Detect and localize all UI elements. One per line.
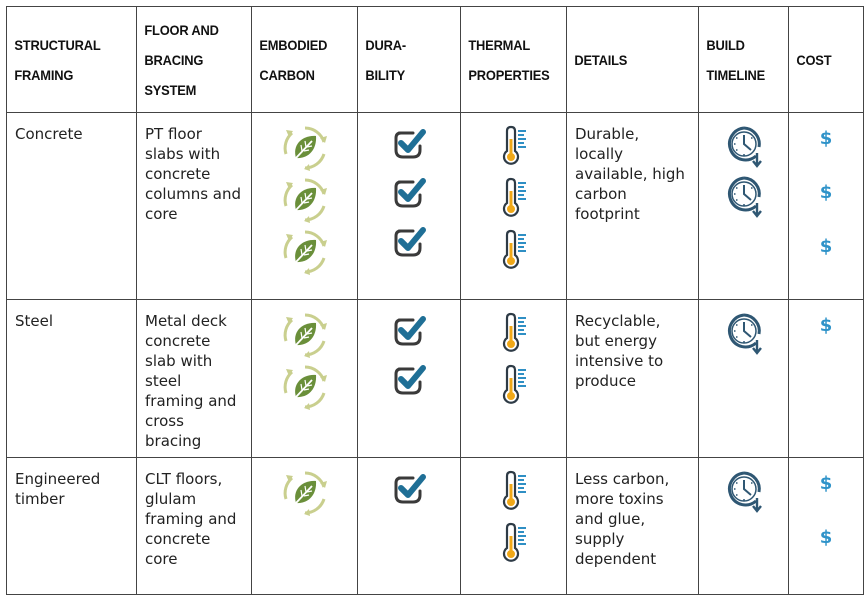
dollar-icon: $ (819, 128, 833, 149)
header-embodied-carbon (252, 7, 358, 113)
header-label: COST (796, 51, 832, 68)
timeline-cell (699, 458, 789, 595)
header-build-timeline (699, 7, 789, 113)
floor-text: PT floor slabs with concrete columns and core (145, 125, 242, 223)
cost-rating (789, 300, 863, 364)
floor-cell (137, 113, 252, 300)
clock-icon (726, 470, 762, 514)
framing-text: Concrete (15, 125, 83, 143)
recycle-leaf-icon (280, 468, 330, 518)
recycle-leaf-icon (280, 227, 330, 277)
thermal-cell (461, 113, 567, 300)
dollar-icon: $ (819, 182, 833, 203)
timeline-rating (699, 300, 788, 360)
cost-rating (789, 458, 863, 576)
recycle-leaf-icon (280, 175, 330, 225)
thermometer-icon (499, 312, 529, 354)
cost-cell (789, 300, 864, 458)
header-row (7, 7, 864, 113)
durability-rating (358, 300, 460, 408)
thermometer-icon (499, 364, 529, 406)
checkbox-check-icon (391, 126, 427, 162)
cost-cell (789, 113, 864, 300)
dollar-icon: $ (819, 527, 833, 548)
header-floor-bracing (137, 7, 252, 113)
thermal-rating (461, 458, 566, 572)
carbon-rating (252, 300, 357, 414)
thermometer-icon (499, 229, 529, 271)
header-thermal-properties (461, 7, 567, 113)
table-row (7, 300, 864, 458)
checkbox-check-icon (391, 471, 427, 507)
framing-cell (7, 458, 137, 595)
details-cell (567, 458, 699, 595)
framing-comparison-table (6, 6, 864, 595)
recycle-leaf-icon (280, 362, 330, 412)
timeline-rating (699, 458, 788, 518)
checkbox-check-icon (391, 175, 427, 211)
table-row (7, 113, 864, 300)
durability-rating (358, 458, 460, 517)
dollar-icon: $ (819, 315, 833, 336)
header-label: DETAILS (574, 51, 628, 68)
header-label: THERMAL PROPERTIES (468, 36, 550, 83)
thermal-rating (461, 300, 566, 414)
timeline-rating (699, 113, 788, 223)
durability-rating (358, 113, 460, 270)
recycle-leaf-icon (280, 310, 330, 360)
header-label: BUILD TIMELINE (706, 36, 765, 83)
header-structural-framing (7, 7, 137, 113)
thermometer-icon (499, 125, 529, 167)
clock-icon (726, 312, 762, 356)
carbon-rating (252, 458, 357, 520)
thermal-cell (461, 458, 567, 595)
dollar-icon: $ (819, 236, 833, 257)
floor-cell (137, 458, 252, 595)
cost-cell (789, 458, 864, 595)
thermal-cell (461, 300, 567, 458)
recycle-leaf-icon (280, 123, 330, 173)
header-label: DURA- BILITY (365, 36, 406, 83)
header-details (567, 7, 699, 113)
floor-cell (137, 300, 252, 458)
thermal-rating (461, 113, 566, 279)
durability-cell (358, 113, 461, 300)
clock-icon (726, 125, 762, 169)
framing-text: Engineered timber (15, 470, 101, 508)
checkbox-check-icon (391, 313, 427, 349)
carbon-cell (252, 458, 358, 595)
checkbox-check-icon (391, 362, 427, 398)
framing-text: Steel (15, 312, 54, 330)
durability-cell (358, 300, 461, 458)
dollar-icon: $ (819, 473, 833, 494)
carbon-cell (252, 300, 358, 458)
framing-cell (7, 113, 137, 300)
details-text: Durable, locally available, high carbon footprint (575, 125, 685, 223)
carbon-rating (252, 113, 357, 279)
table-row (7, 458, 864, 595)
details-cell (567, 300, 699, 458)
header-label: EMBODIED CARBON (259, 36, 328, 83)
header-label: FLOOR AND BRACING SYSTEM (144, 21, 219, 98)
floor-text: CLT floors, glulam framing and concrete core (145, 470, 237, 568)
details-cell (567, 113, 699, 300)
thermometer-icon (499, 470, 529, 512)
checkbox-check-icon (391, 224, 427, 260)
framing-cell (7, 300, 137, 458)
timeline-cell (699, 300, 789, 458)
header-durability (358, 7, 461, 113)
floor-text: Metal deck concrete slab with steel framing and cross bracing (145, 312, 237, 450)
carbon-cell (252, 113, 358, 300)
cost-rating (789, 113, 863, 285)
clock-icon (726, 175, 762, 219)
details-text: Less carbon, more toxins and glue, supply dependent (575, 470, 670, 568)
thermometer-icon (499, 522, 529, 564)
timeline-cell (699, 113, 789, 300)
durability-cell (358, 458, 461, 595)
header-label: STRUCTURAL FRAMING (14, 36, 101, 83)
thermometer-icon (499, 177, 529, 219)
header-cost (789, 7, 864, 113)
details-text: Recyclable, but energy intensive to produce (575, 312, 664, 390)
